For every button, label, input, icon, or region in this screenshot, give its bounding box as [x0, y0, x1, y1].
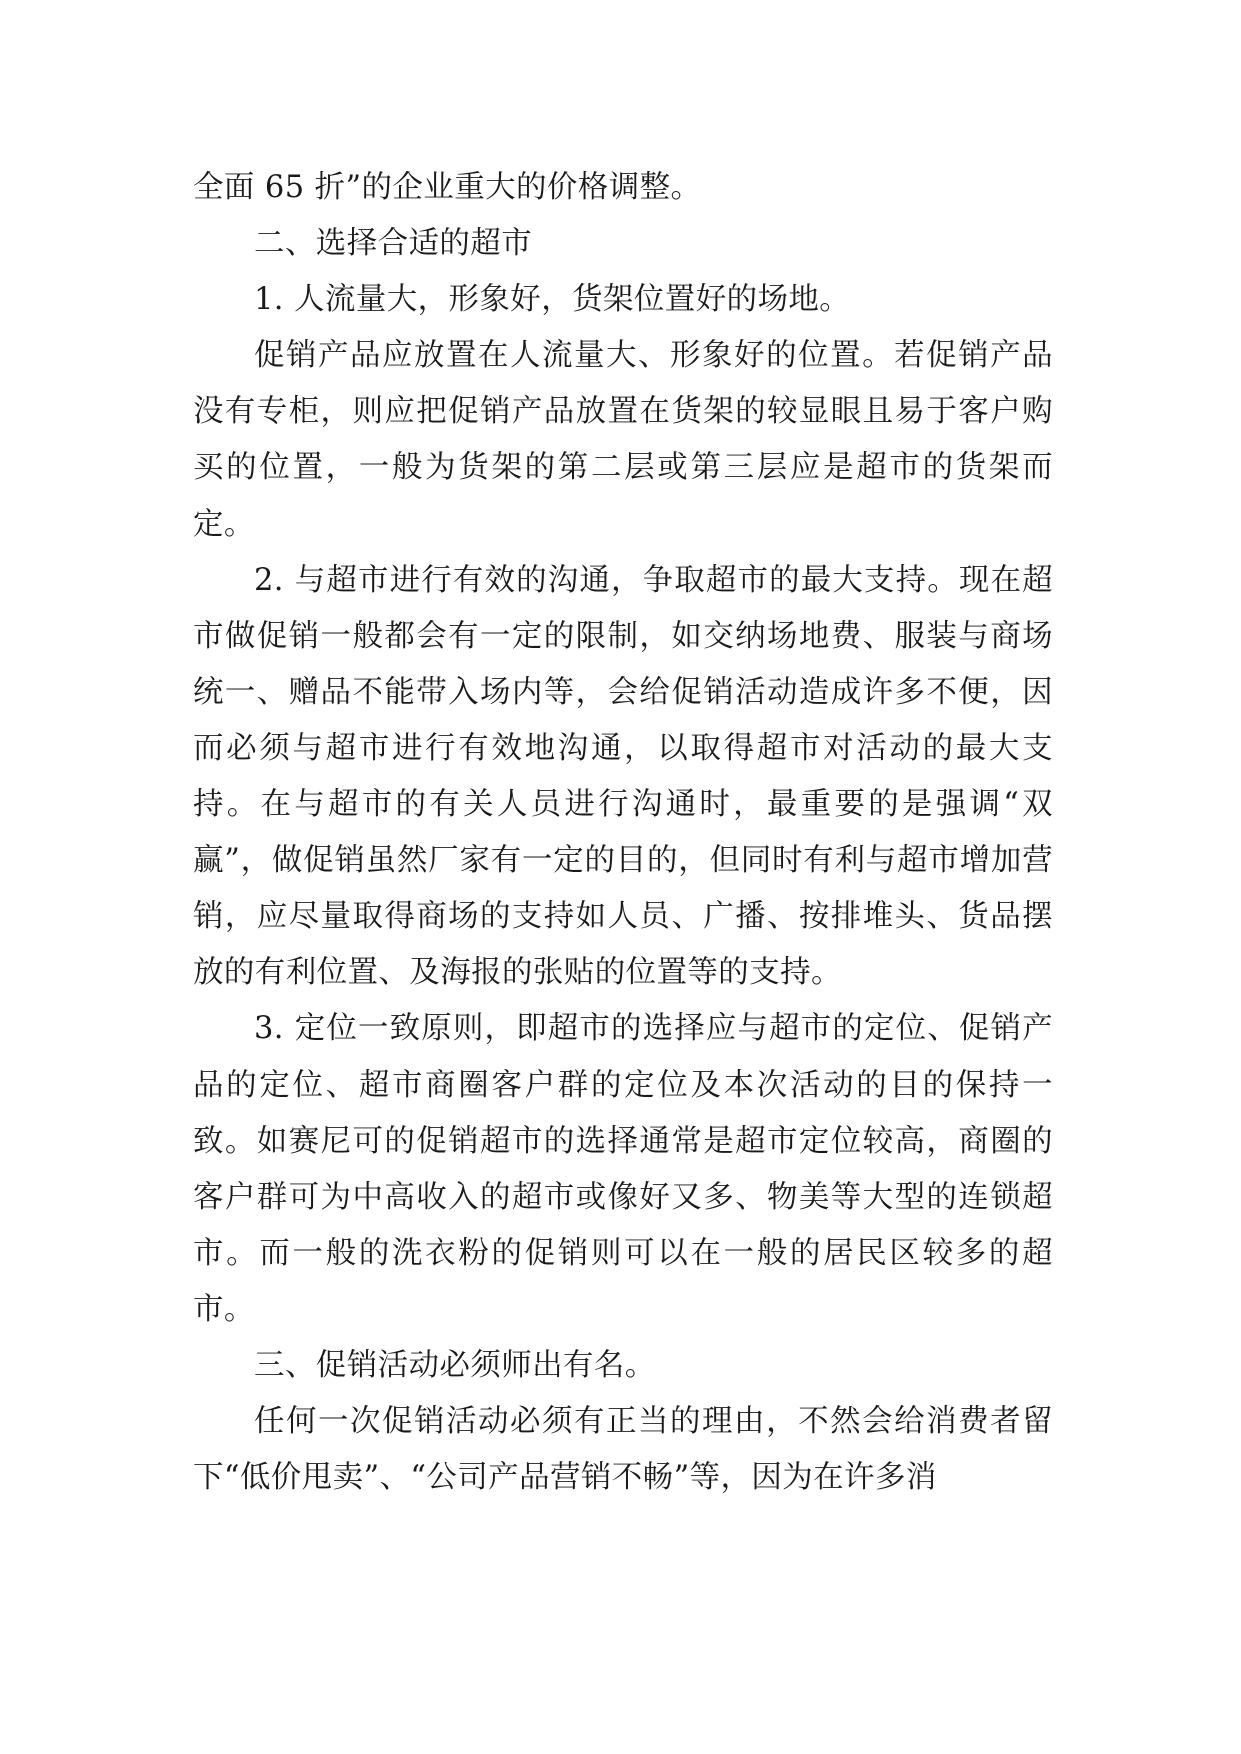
- paragraph-product-placement: 促销产品应放置在人流量大、形象好的位置。若促销产品没有专柜，则应把促销产品放置在货架的较显眼且易于客户购买的位置，一般为货架的第二层或第三层应是超市的货架而定。: [193, 338, 1053, 542]
- paragraph-communication: 2. 与超市进行有效的沟通，争取超市的最大支持。现在超市做促销一般都会有一定的限制，如交纳场地费、服装与商场统一、赠品不能带入场内等，会给促销活动造成许多不便，因而必须与超市进行有效地沟通，以取得超市对活动的最大支持。在与超市的有关人员进行沟通时，最重要的是强调“双赢”，做促销虽然厂家有一定的目的，但同时有利与超市增加营销，应尽量取得商场的支持如人员、广播、按排堆头、货品摆放的有利位置、及海报的张贴的位置等的支持。: [193, 562, 1053, 991]
- paragraph-positioning: 3. 定位一致原则，即超市的选择应与超市的定位、促销产品的定位、超市商圈客户群的定位及本次活动的目的保持一致。如赛尼可的促销超市的选择通常是超市定位较高，商圈的客户群可为中高收入的超市或像好又多、物美等大型的连锁超市。而一般的洗衣粉的促销则可以在一般的居民区较多的超市。: [193, 1011, 1053, 1327]
- paragraph-price-adjustment: 全面 65 折”的企业重大的价格调整。: [193, 170, 702, 205]
- heading-choose-supermarket: 二、选择合适的超市: [254, 226, 533, 262]
- heading-justified-promotion: 三、促销活动必须师出有名。: [254, 1347, 656, 1383]
- document-body: [193, 160, 1053, 1506]
- subheading-traffic-location: 1. 人流量大，形象好，货架位置好的场地。: [254, 282, 851, 318]
- paragraph-legitimate-reason: 任何一次促销活动必须有正当的理由，不然会给消费者留下“低价甩卖”、“公司产品营销不畅”等，因为在许多消: [193, 1404, 1053, 1496]
